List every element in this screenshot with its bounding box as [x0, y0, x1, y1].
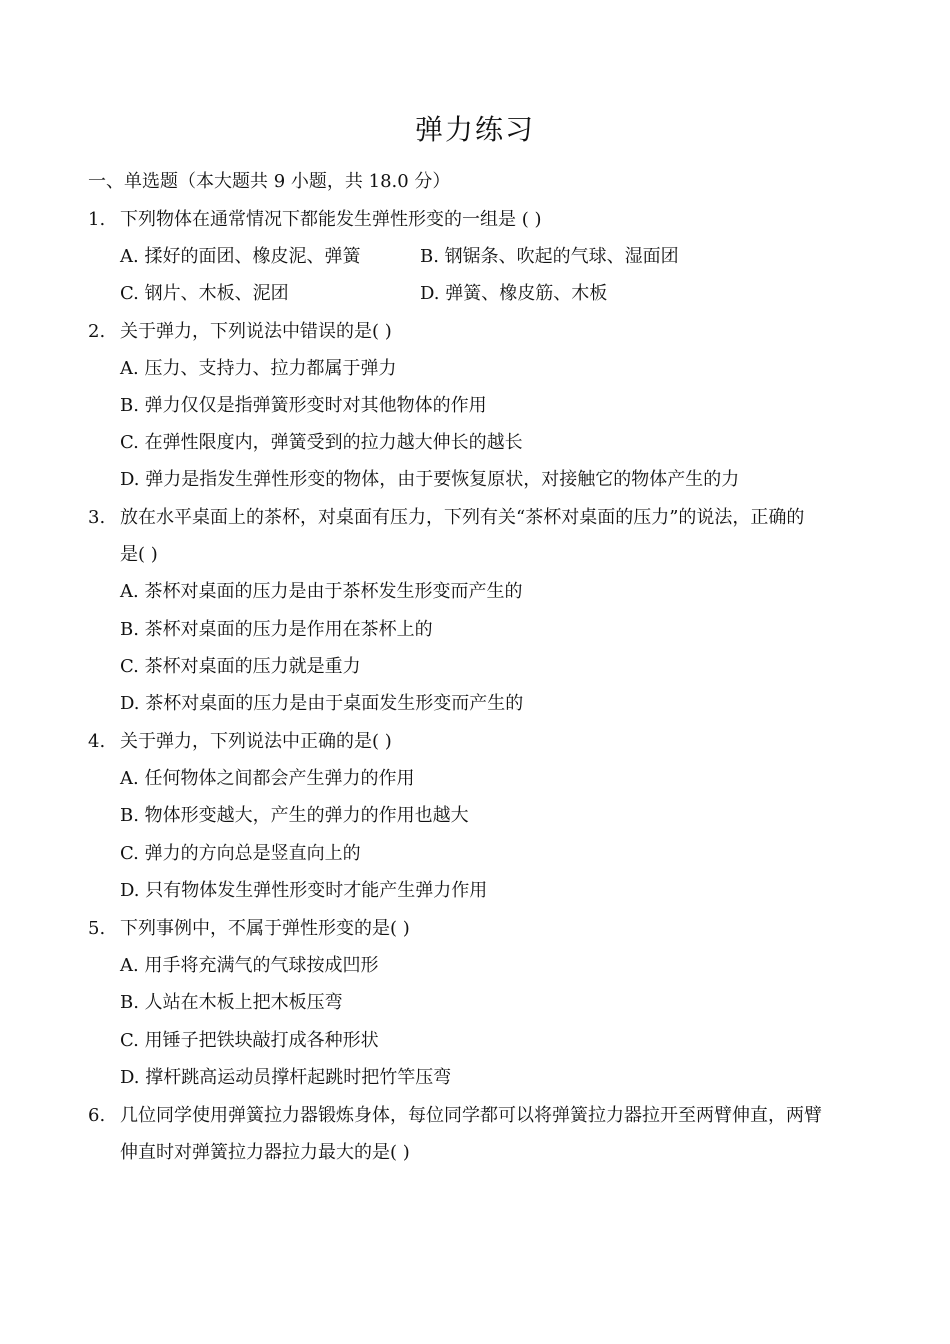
- question-3-option-c: C. 茶杯对桌面的压力就是重力: [120, 656, 361, 677]
- question-2-stem: 关于弹力，下列说法中错误的是( ): [120, 321, 392, 342]
- question-3-number: 3.: [88, 507, 106, 528]
- question-5-stem: 下列事例中，不属于弹性形变的是( ): [120, 918, 410, 939]
- question-5-number: 5.: [88, 918, 106, 939]
- question-1-stem: 下列物体在通常情况下都能发生弹性形变的一组是 ( ): [120, 209, 542, 230]
- question-3-option-a: A. 茶杯对桌面的压力是由于茶杯发生形变而产生的: [120, 581, 523, 602]
- section-heading: 一、单选题（本大题共 9 小题，共 18.0 分）: [88, 171, 451, 192]
- question-3-option-d: D. 茶杯对桌面的压力是由于桌面发生形变而产生的: [120, 693, 524, 714]
- question-2-option-b: B. 弹力仅仅是指弹簧形变时对其他物体的作用: [120, 395, 487, 416]
- question-5-option-b: B. 人站在木板上把木板压弯: [120, 992, 343, 1013]
- question-1-option-d: D. 弹簧、橡皮筋、木板: [420, 283, 608, 304]
- question-4-option-a: A. 任何物体之间都会产生弹力的作用: [120, 768, 415, 789]
- document-title: 弹力练习: [414, 113, 535, 146]
- question-1-option-b: B. 钢锯条、吹起的气球、湿面团: [420, 246, 679, 267]
- question-4-option-d: D. 只有物体发生弹性形变时才能产生弹力作用: [120, 880, 488, 901]
- question-4-option-b: B. 物体形变越大，产生的弹力的作用也越大: [120, 805, 469, 826]
- question-5-option-a: A. 用手将充满气的气球按成凹形: [120, 955, 379, 976]
- question-4-stem: 关于弹力，下列说法中正确的是( ): [120, 731, 392, 752]
- question-3-stem-line-1: 放在水平桌面上的茶杯，对桌面有压力，下列有关“茶杯对桌面的压力”的说法，正确的: [120, 507, 805, 528]
- question-6-number: 6.: [88, 1105, 106, 1126]
- question-6-stem-line-2: 伸直时对弹簧拉力器拉力最大的是( ): [120, 1142, 410, 1163]
- question-4-number: 4.: [88, 731, 106, 752]
- question-5-option-d: D. 撑杆跳高运动员撑杆起跳时把竹竿压弯: [120, 1067, 452, 1088]
- question-1-option-a: A. 揉好的面团、橡皮泥、弹簧: [120, 246, 361, 267]
- question-5-option-c: C. 用锤子把铁块敲打成各种形状: [120, 1030, 379, 1051]
- question-2-option-a: A. 压力、支持力、拉力都属于弹力: [120, 358, 397, 379]
- question-2-number: 2.: [88, 321, 106, 342]
- question-6-stem-line-1: 几位同学使用弹簧拉力器锻炼身体，每位同学都可以将弹簧拉力器拉开至两臂伸直，两臂: [120, 1105, 822, 1126]
- question-3-stem-line-2: 是( ): [120, 544, 158, 565]
- question-1-number: 1.: [88, 209, 106, 230]
- question-2-option-c: C. 在弹性限度内，弹簧受到的拉力越大伸长的越长: [120, 432, 523, 453]
- question-3-option-b: B. 茶杯对桌面的压力是作用在茶杯上的: [120, 619, 433, 640]
- question-4-option-c: C. 弹力的方向总是竖直向上的: [120, 843, 361, 864]
- question-1-option-c: C. 钢片、木板、泥团: [120, 283, 289, 304]
- question-2-option-d: D. 弹力是指发生弹性形变的物体，由于要恢复原状，对接触它的物体产生的力: [120, 469, 740, 490]
